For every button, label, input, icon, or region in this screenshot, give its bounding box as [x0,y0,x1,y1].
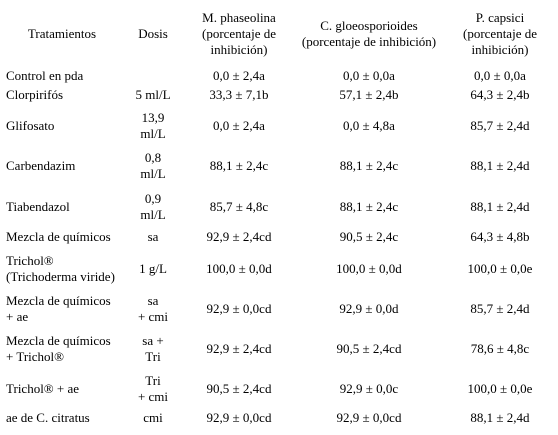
cell-tratamiento: Control en pda [6,68,84,83]
cell-dosis: cmi [143,410,163,425]
cell-p-capsici: 78,6 ± 4,8c [470,341,530,356]
cell-p-capsici: 100,0 ± 0,0e [467,261,533,276]
cell-dosis: 0,8 ml/L [140,150,166,181]
cell-p-capsici: 85,7 ± 2,4d [470,118,530,133]
cell-m-phaseolina: 0,0 ± 2,4a [213,118,265,133]
header-dosis: Dosis [138,26,168,41]
cell-tratamiento: Clorpirifós [6,87,64,102]
header-c-gloeosporioides: C. gloeosporioides (porcentaje de inhibición) [301,18,437,49]
cell-c-gloeosporioides: 88,1 ± 2,4c [339,199,399,214]
header-p-capsici: P. capsici (porcentaje de inhibición) [463,10,537,57]
cell-c-gloeosporioides: 57,1 ± 2,4b [339,87,399,102]
cell-tratamiento: Mezcla de químicos [6,229,111,244]
cell-m-phaseolina: 88,1 ± 2,4c [209,158,269,173]
cell-c-gloeosporioides: 0,0 ± 0,0a [343,68,395,83]
cell-dosis: 1 g/L [139,261,167,276]
cell-dosis: Tri + cmi [137,373,169,404]
cell-p-capsici: 0,0 ± 0,0a [474,68,526,83]
cell-c-gloeosporioides: 100,0 ± 0,0d [336,261,402,276]
cell-tratamiento: Trichol® + ae [6,381,80,396]
cell-p-capsici: 100,0 ± 0,0e [467,381,533,396]
cell-tratamiento: Tiabendazol [6,199,70,214]
cell-m-phaseolina: 92,9 ± 2,4cd [206,341,272,356]
header-m-phaseolina: M. phaseolina (porcentaje de inhibición) [202,10,276,57]
cell-c-gloeosporioides: 90,5 ± 2,4c [339,229,399,244]
cell-m-phaseolina: 92,9 ± 0,0cd [206,301,272,316]
cell-m-phaseolina: 33,3 ± 7,1b [209,87,269,102]
cell-p-capsici: 64,3 ± 4,8b [470,229,530,244]
cell-dosis: sa + cmi [137,293,169,324]
cell-tratamiento: Carbendazim [6,158,76,173]
cell-m-phaseolina: 90,5 ± 2,4cd [206,381,272,396]
cell-p-capsici: 88,1 ± 2,4d [470,410,530,425]
header-tratamientos: Tratamientos [27,26,97,41]
cell-m-phaseolina: 0,0 ± 2,4a [213,68,265,83]
cell-c-gloeosporioides: 0,0 ± 4,8a [343,118,395,133]
cell-tratamiento: Mezcla de químicos + Trichol® [6,333,111,364]
cell-dosis: 5 ml/L [135,87,171,102]
cell-dosis: sa + Tri [142,333,164,364]
cell-dosis: 0,9 ml/L [140,191,166,222]
cell-m-phaseolina: 85,7 ± 4,8c [209,199,269,214]
cell-tratamiento: Glifosato [6,118,55,133]
cell-tratamiento: Mezcla de químicos + ae [6,293,111,324]
cell-c-gloeosporioides: 90,5 ± 2,4cd [336,341,402,356]
cell-p-capsici: 88,1 ± 2,4d [470,199,530,214]
cell-tratamiento: Trichol® (Trichoderma viride) [6,253,115,284]
table-header [0,0,558,66]
cell-c-gloeosporioides: 92,9 ± 0,0cd [336,410,402,425]
cell-tratamiento: ae de C. citratus [6,410,90,425]
cell-p-capsici: 64,3 ± 2,4b [470,87,530,102]
cell-c-gloeosporioides: 92,9 ± 0,0d [339,301,399,316]
cell-m-phaseolina: 92,9 ± 0,0cd [206,410,272,425]
cell-m-phaseolina: 100,0 ± 0,0d [206,261,272,276]
cell-p-capsici: 88,1 ± 2,4d [470,158,530,173]
cell-dosis: 13,9 ml/L [140,110,166,141]
cell-c-gloeosporioides: 92,9 ± 0,0c [339,381,399,396]
cell-p-capsici: 85,7 ± 2,4d [470,301,530,316]
cell-c-gloeosporioides: 88,1 ± 2,4c [339,158,399,173]
cell-m-phaseolina: 92,9 ± 2,4cd [206,229,272,244]
cell-dosis: sa [147,229,159,244]
